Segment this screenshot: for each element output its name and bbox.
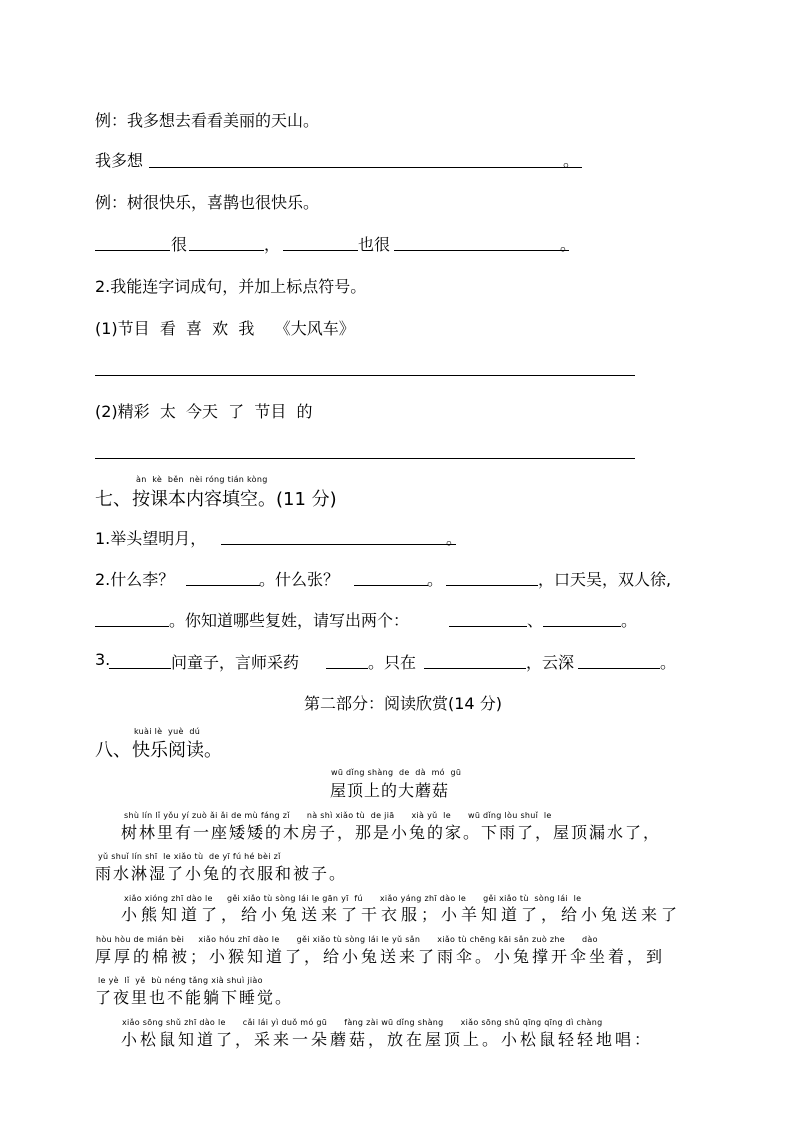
example-2-comma: ， xyxy=(264,235,281,254)
answer-blank-7-3d[interactable] xyxy=(578,668,660,669)
section-7-q2-f: 、 xyxy=(527,611,544,630)
section-7-q1-end: 。 xyxy=(446,529,463,548)
example-1-end: 。 xyxy=(563,151,580,170)
story-p2-l1: 小熊知道了，给小兔送来了干衣服；小羊知道了，给小兔送来了 xyxy=(121,905,682,924)
example-2-yehen: 也很 xyxy=(358,235,391,254)
answer-blank-7-1[interactable] xyxy=(221,544,456,545)
section-8-number: 八、 xyxy=(95,740,131,761)
part-2-title: 第二部分：阅读欣赏(14 分) xyxy=(304,694,502,713)
question-2-item-2: (2)精彩 太 今天 了 节目 的 xyxy=(95,402,313,421)
section-7-q3-b: 问童子，言师采药 xyxy=(171,653,300,672)
answer-blank-2c[interactable] xyxy=(283,250,358,251)
story-p1-l1-pinyin: shù lín lǐ yǒu yí zuò ǎi ǎi de mù fáng zǐ nà shì xiǎo tù de jiā xià yǔ le wū dǐng lòu shuǐ le xyxy=(124,811,552,820)
section-7-q2-b: 。什么张？ xyxy=(259,570,340,589)
answer-line-q2-1[interactable] xyxy=(95,375,635,376)
section-7-title: 按课本内容填空。(11 分) xyxy=(132,489,337,510)
answer-blank-7-3b[interactable] xyxy=(326,668,368,669)
story-p2-l2: 厚厚的棉被；小猴知道了，给小兔送来了雨伞。小兔撑开伞坐着，到 xyxy=(95,947,666,966)
story-p2-l3-pinyin: le yè lǐ yě bù néng tǎng xià shuì jiào xyxy=(98,976,263,985)
story-p1-l1: 树林里有一座矮矮的木房子，那是小兔的家。下雨了，屋顶漏水了， xyxy=(121,823,662,842)
section-7-q3-c: 。只在 xyxy=(368,653,417,672)
section-7-number: 七、 xyxy=(95,489,131,510)
answer-blank-7-2c[interactable] xyxy=(446,585,538,586)
story-p3-l1: 小松鼠知道了，采来一朵蘑菇，放在屋顶上。小松鼠轻轻地唱： xyxy=(121,1030,654,1049)
answer-blank-7-2d[interactable] xyxy=(95,626,169,627)
answer-blank-7-3c[interactable] xyxy=(424,668,526,669)
question-2-item-1: (1)节目 看 喜 欢 我 《大风车》 xyxy=(95,319,355,338)
example-1-text: 例：我多想去看看美丽的天山。 xyxy=(95,111,320,130)
example-1-prompt: 我多想 xyxy=(95,151,144,170)
story-p1-l2-pinyin: yǔ shuǐ lín shī le xiǎo tù de yī fú hé bèi zǐ xyxy=(98,852,281,861)
story-title-pinyin: wū dǐng shàng de dà mó gū xyxy=(331,768,462,777)
answer-blank-7-2f[interactable] xyxy=(543,626,621,627)
story-p3-l1-pinyin: xiǎo sōng shǔ zhī dào le cǎi lái yì duǒ mó gū fàng zài wū dǐng shàng xiǎo sōng shǔ qīng qīng dì chàng xyxy=(122,1018,603,1027)
section-7-q2-d: ，口天吴，双人徐, xyxy=(538,570,672,589)
answer-blank-2b[interactable] xyxy=(189,250,264,251)
example-2-text: 例：树很快乐，喜鹊也很快乐。 xyxy=(95,193,320,212)
section-7-q3-d: ，云深 xyxy=(526,653,575,672)
section-7-pinyin: àn kè běn nèi róng tián kòng xyxy=(136,475,268,484)
story-title: 屋顶上的大蘑菇 xyxy=(330,781,450,800)
example-2-end: 。 xyxy=(560,235,577,254)
section-7-q3-e: 。 xyxy=(660,653,677,672)
section-7-q2-g: 。 xyxy=(621,611,638,630)
example-2-hen: 很 xyxy=(171,235,188,254)
answer-blank-2d[interactable] xyxy=(394,250,569,251)
story-p2-l3: 了夜里也不能躺下睡觉。 xyxy=(95,988,294,1007)
answer-line-1[interactable] xyxy=(149,167,582,168)
question-2-title: 2.我能连字词成句，并加上标点符号。 xyxy=(95,277,367,296)
section-7-q2-c: 。 xyxy=(427,570,444,589)
section-7-q2-a: 2.什么李？ xyxy=(95,570,175,589)
answer-blank-7-2a[interactable] xyxy=(186,585,260,586)
answer-blank-2a[interactable] xyxy=(95,250,170,251)
section-7-q1: 1.举头望明月， xyxy=(95,529,207,548)
answer-blank-7-2b[interactable] xyxy=(354,585,428,586)
section-7-q2-e: 。你知道哪些复姓，请写出两个： xyxy=(169,611,410,630)
section-7-q3-a: 3. xyxy=(95,650,111,669)
section-8-title: 快乐阅读。 xyxy=(132,740,222,761)
answer-blank-7-2e[interactable] xyxy=(449,626,527,627)
story-p2-l1-pinyin: xiǎo xióng zhī dào le gěi xiǎo tù sòng lái le gān yī fú xiǎo yáng zhī dào le gěi xiǎo tù sòng lái le xyxy=(124,894,582,903)
answer-line-q2-2[interactable] xyxy=(95,458,635,459)
answer-blank-7-3a[interactable] xyxy=(109,668,171,669)
section-8-pinyin: kuài lè yuè dú xyxy=(134,727,201,736)
story-p1-l2: 雨水淋湿了小兔的衣服和被子。 xyxy=(95,864,348,883)
story-p2-l2-pinyin: hòu hòu de mián bèi xiǎo hóu zhī dào le gěi xiǎo tù sòng lái le yǔ sǎn xiǎo tù chēng kāi sǎn zuò zhe dào xyxy=(96,935,598,944)
